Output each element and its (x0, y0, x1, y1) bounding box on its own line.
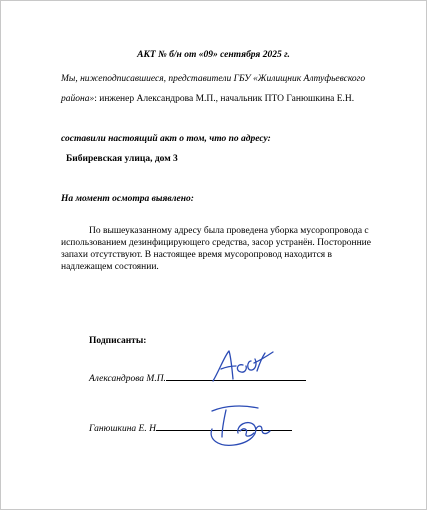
composed-statement: составили настоящий акт о том, что по адресу: (61, 134, 271, 144)
address: Бибиревская улица, дом 3 (66, 154, 178, 164)
intro-line-2-italic: района» (61, 94, 95, 104)
signed-heading: Подписанты: (89, 336, 147, 346)
signatory-2-name: Ганюшкина Е. Н (89, 424, 156, 434)
signature-2-image (204, 399, 280, 451)
intro-line-1: Мы, нижеподписавшиеся, представители ГБУ «Жилищник Алтуфьевского (61, 74, 366, 84)
findings-heading: На момент осмотра выявлено: (61, 194, 194, 204)
signature-1-image (199, 341, 279, 389)
findings-text: По вышеуказанному адресу была проведена уборка мусоропровода с использованием дезинфицирующего средства, засор устранён. Посторонние запахи отсутствуют. В настоящее время мусоропровод находится в надлежащем состоянии. (61, 226, 371, 272)
act-title: АКТ № б/н от «09» сентября 2025 г. (137, 50, 290, 60)
intro-line-2 (61, 93, 354, 105)
signatory-1-name: Александрова М.П. (89, 374, 166, 384)
intro-line-2-rest: : инженер Александрова М.П., начальник ПТО Ганюшкина Е.Н. (94, 94, 355, 104)
